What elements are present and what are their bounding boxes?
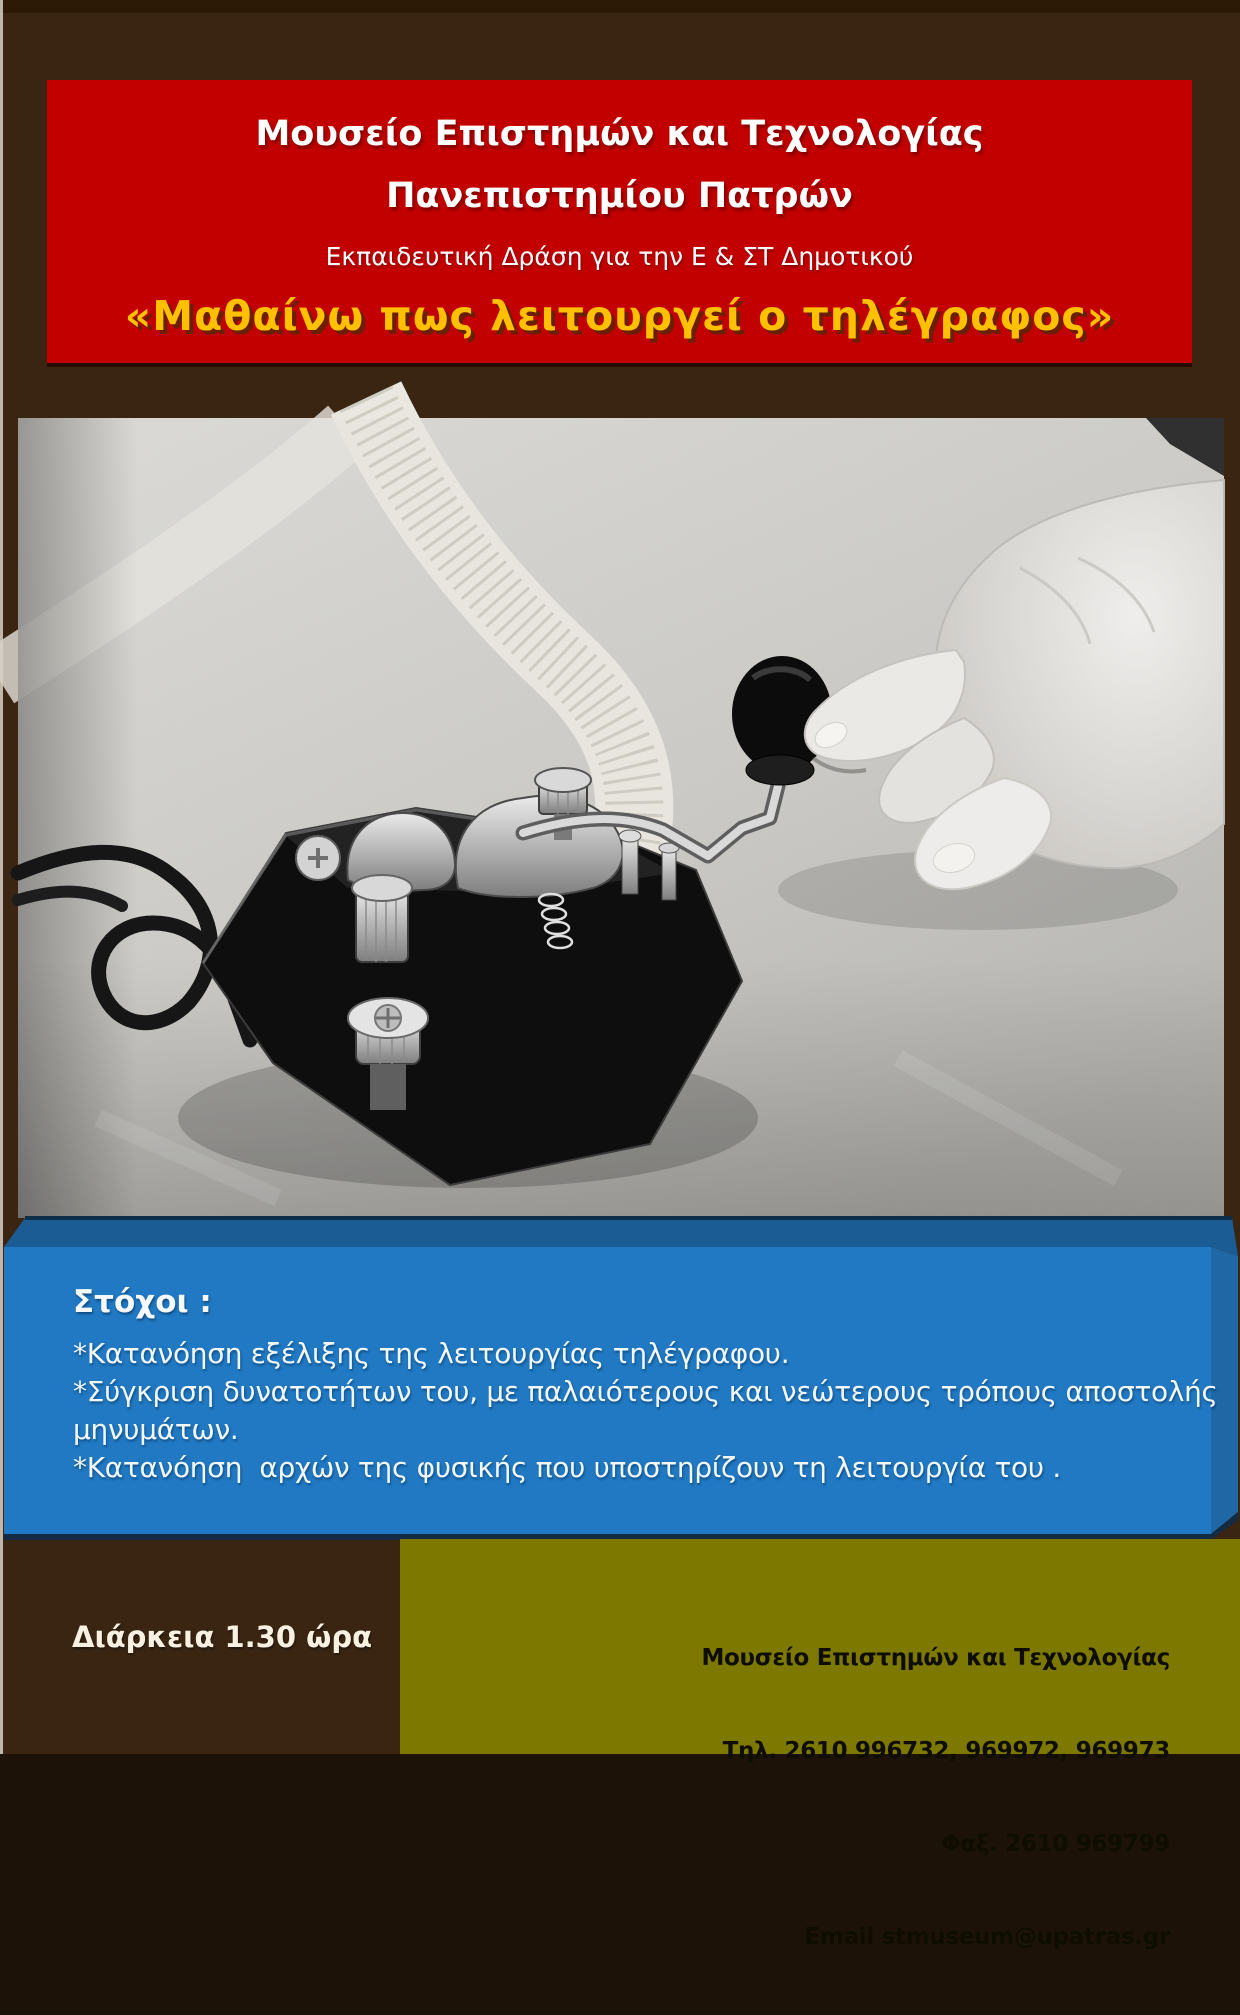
duration-label: Διάρκεια 1.30 ώρα <box>72 1620 373 1654</box>
telegraph-photo <box>18 418 1224 1218</box>
objectives-heading: Στόχοι : <box>73 1284 212 1320</box>
contact-email: Email stmuseum@upatras.gr <box>804 1924 1170 1950</box>
objective-line-2: *Σύγκριση δυνατοτήτων του, με παλαιότερους και νεώτερους τρόπους αποστολής <box>73 1375 1218 1408</box>
header-subtitle: Εκπαιδευτική Δράση για την Ε & ΣΤ Δημοτικού <box>325 242 914 271</box>
objective-line-3: μηνυμάτων. <box>73 1413 239 1446</box>
activity-title: «Μαθαίνω πως λειτουργεί ο τηλέγραφος» <box>124 292 1115 340</box>
museum-name-line1: Μουσείο Επιστημών και Τεχνολογίας <box>255 114 984 154</box>
scan-edge-artifact <box>0 0 3 1754</box>
page-top-edge <box>0 0 1240 13</box>
contact-phone: Τηλ. 2610 996732, 969972, 969973 <box>722 1738 1170 1764</box>
objective-line-4: *Κατανόηση αρχών της φυσικής που υποστηρίζουν τη λειτουργία του . <box>73 1451 1061 1484</box>
contact-museum-name: Μουσείο Επιστημών και Τεχνολογίας <box>701 1645 1170 1671</box>
objective-line-1: *Κατανόηση εξέλιξης της λειτουργίας τηλέγραφου. <box>73 1337 790 1370</box>
contact-info <box>701 1581 1170 2015</box>
knurled-thumbscrew-left <box>352 875 412 962</box>
contact-fax: Φαξ. 2610 969799 <box>941 1831 1170 1857</box>
header-banner <box>47 80 1192 367</box>
museum-name-line2: Πανεπιστημίου Πατρών <box>386 176 853 216</box>
